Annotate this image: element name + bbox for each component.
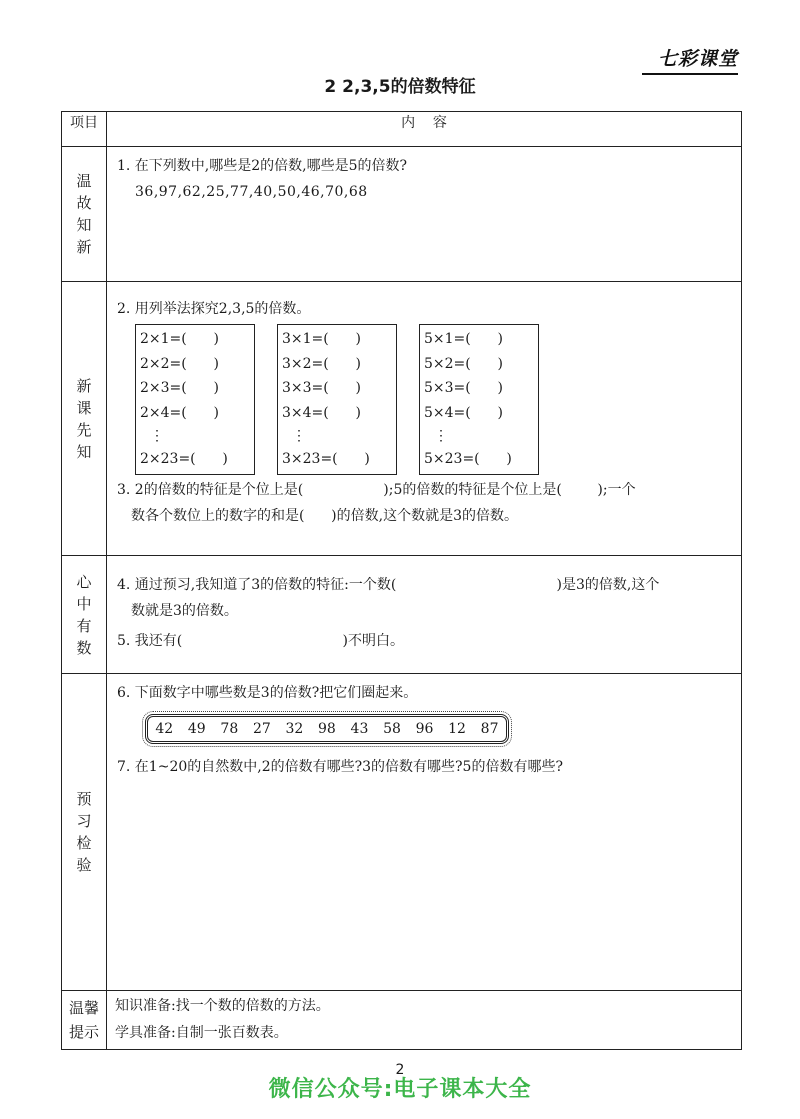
brand-logo — [642, 44, 738, 75]
section-mind — [62, 556, 742, 674]
tips-content — [107, 991, 742, 1050]
box-row: 3×4=( ) — [282, 404, 361, 421]
page-title: 2 2,3,5的倍数特征 — [324, 77, 476, 97]
chain-number: 98 — [318, 721, 336, 737]
number-chain — [145, 714, 509, 744]
question-7: 7. 在1~20的自然数中,2的倍数有哪些?3的倍数有哪些?5的倍数有哪些? — [117, 759, 563, 775]
worksheet-table — [61, 111, 742, 1050]
check-content — [107, 674, 742, 991]
box-row-last: 3×23=( ) — [282, 451, 370, 467]
number-list: 36,97,62,25,77,40,50,46,70,68 — [135, 184, 368, 200]
question-4-line-2: 数就是3的倍数。 — [131, 603, 238, 619]
header-content: 内 容 — [107, 112, 742, 147]
brand-text: 七彩课堂 — [657, 48, 738, 70]
chain-number: 32 — [285, 721, 304, 737]
section-label — [62, 282, 107, 556]
tip-line-2: 学具准备:自制一张百数表。 — [115, 1025, 288, 1041]
new-content — [107, 282, 742, 556]
box-dots: ⋮ — [434, 428, 448, 444]
chain-number: 27 — [252, 721, 271, 737]
chain-number: 12 — [448, 721, 466, 737]
tips-label: 温馨提示 — [68, 999, 99, 1041]
box-row: 5×2=( ) — [424, 355, 503, 372]
check-label: 预习检验 — [76, 790, 92, 874]
box-row: 2×1=( ) — [140, 331, 219, 347]
chain-number: 96 — [415, 721, 434, 737]
section-label — [62, 147, 107, 282]
question-5: 5. 我还有( )不明白。 — [117, 633, 404, 649]
box-5 — [419, 324, 539, 475]
question-3-line-2: 数各个数位上的数字的和是( )的倍数,这个数就是3的倍数。 — [131, 507, 518, 524]
header-row — [62, 112, 742, 147]
box-row: 2×4=( ) — [140, 404, 219, 421]
chain-number: 43 — [350, 721, 369, 737]
chain-number: 78 — [220, 721, 239, 737]
question-2: 2. 用列举法探究2,3,5的倍数。 — [117, 301, 311, 317]
question-3-line-1: 3. 2的倍数的特征是个位上是( );5的倍数的特征是个位上是( );一个 — [117, 481, 636, 498]
header-item: 项目 — [62, 112, 107, 147]
box-row: 5×3=( ) — [424, 380, 503, 396]
review-label: 温故知新 — [76, 172, 92, 256]
watermark: 微信公众号:电子课本大全 — [268, 1077, 532, 1102]
box-row: 5×1=( ) — [424, 331, 503, 347]
section-label — [62, 674, 107, 991]
section-new — [62, 282, 742, 556]
section-check — [62, 674, 742, 991]
chain-number: 49 — [187, 721, 206, 737]
new-label: 新课先知 — [76, 376, 92, 461]
question-1: 1. 在下列数中,哪些是2的倍数,哪些是5的倍数? — [117, 158, 408, 174]
box-dots: ⋮ — [150, 428, 164, 444]
chain-number: 58 — [383, 721, 401, 737]
chain-number: 87 — [480, 721, 499, 737]
box-row: 3×3=( ) — [282, 380, 361, 396]
box-row-last: 5×23=( ) — [424, 451, 512, 467]
mind-label: 心中有数 — [76, 572, 92, 657]
box-row: 2×3=( ) — [140, 380, 219, 396]
box-3 — [277, 324, 397, 475]
box-2 — [135, 324, 255, 475]
box-row: 3×1=( ) — [282, 331, 361, 347]
page-number: 2 — [395, 1062, 405, 1078]
section-review — [62, 147, 742, 282]
box-row: 3×2=( ) — [282, 355, 361, 372]
chain-number: 42 — [155, 721, 174, 737]
box-row-last: 2×23=( ) — [140, 451, 228, 467]
box-row: 2×2=( ) — [140, 355, 219, 372]
tip-line-1: 知识准备:找一个数的倍数的方法。 — [115, 998, 330, 1014]
multiplication-boxes — [135, 324, 731, 475]
question-4-line-1: 4. 通过预习,我知道了3的倍数的特征:一个数( )是3的倍数,这个 — [117, 577, 660, 593]
section-label — [62, 991, 107, 1050]
section-label — [62, 556, 107, 674]
box-row: 5×4=( ) — [424, 404, 503, 421]
section-tips — [62, 991, 742, 1050]
review-content — [107, 147, 742, 282]
question-6: 6. 下面数字中哪些数是3的倍数?把它们圈起来。 — [117, 685, 418, 701]
box-dots: ⋮ — [292, 428, 306, 444]
mind-content — [107, 556, 742, 674]
